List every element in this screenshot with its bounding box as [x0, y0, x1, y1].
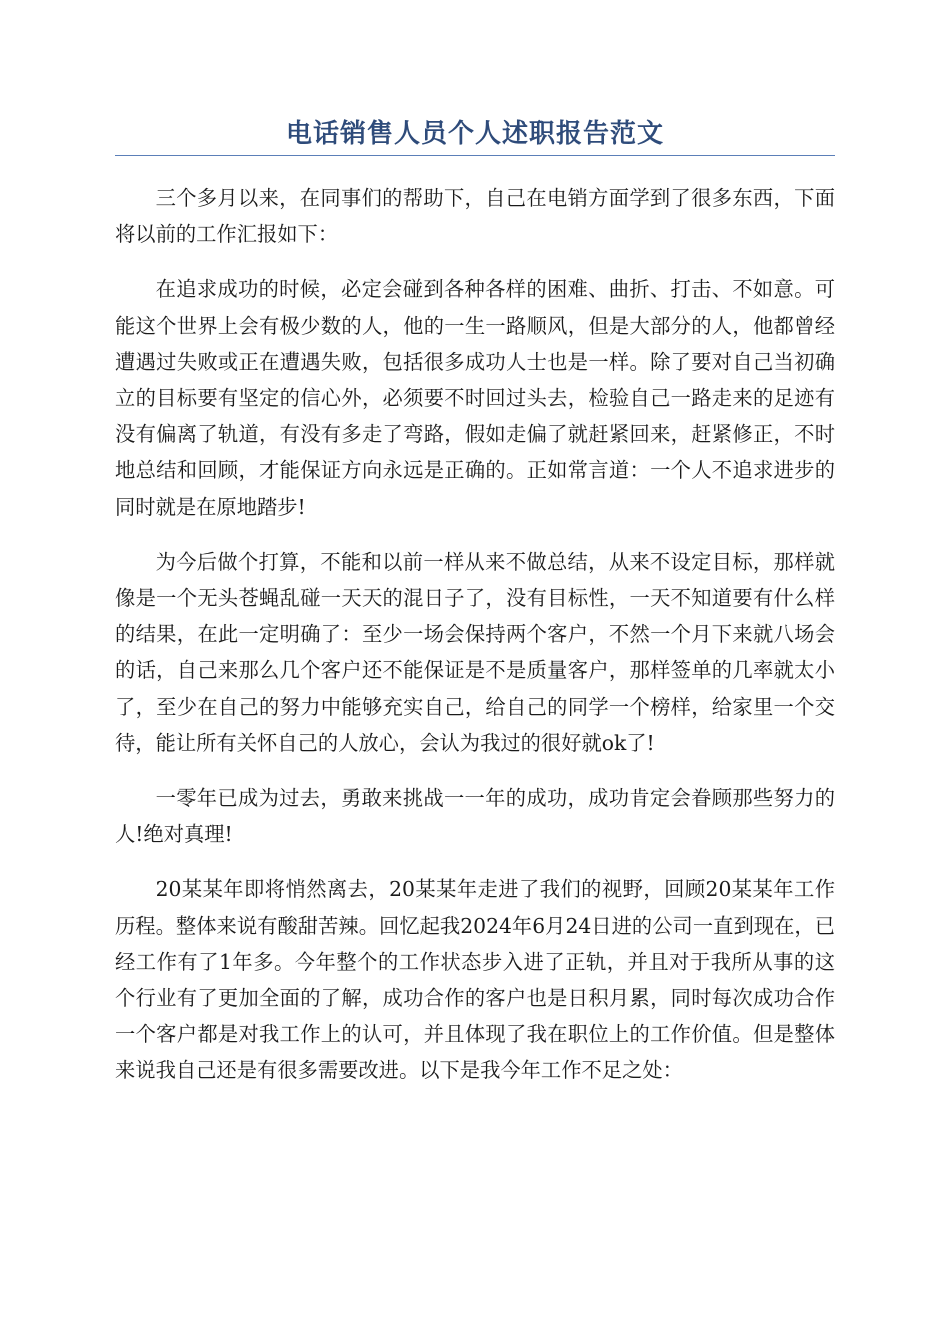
paragraph-3: 为今后做个打算，不能和以前一样从来不做总结，从来不设定目标，那样就像是一个无头苍蝇乱碰一天天的混日子了，没有目标性，一天不知道要有什么样的结果，在此一定明确了：至少一场会保持两个客户，不然一个月下来就八场会的话，自己来那么几个客户还不能保证是不是质量客户，那样签单的几率就太小了，至少在自己的努力中能够充实自己，给自己的同学一个榜样，给家里一个交待，能让所有关怀自己的人放心，会认为我过的很好就ok了!: [115, 549, 835, 755]
paragraph-1: 三个多月以来，在同事们的帮助下，自己在电销方面学到了很多东西，下面将以前的工作汇报如下：: [115, 186, 835, 247]
paragraph-5: 20某某年即将悄然离去，20某某年走进了我们的视野，回顾20某某年工作历程。整体来说有酸甜苦辣。回忆起我2024年6月24日进的公司一直到现在，已经工作有了1年多。今年整个的工作状态步入进了正轨，并且对于我所从事的这个行业有了更加全面的了解，成功合作的客户也是日积月累，同时每次成功合作一个客户都是对我工作上的认可，并且体现了我在职位上的工作价值。但是整体来说我自己还是有很多需要改进。以下是我今年工作不足之处：: [115, 877, 835, 1083]
document-title: 电话销售人员个人述职报告范文: [285, 119, 664, 149]
paragraph-2: 在追求成功的时候，必定会碰到各种各样的困难、曲折、打击、不如意。可能这个世界上会有极少数的人，他的一生一路顺风，但是大部分的人，他都曾经遭遇过失败或正在遭遇失败，包括很多成功人士也是一样。除了要对自己当初确立的目标要有坚定的信心外，必须要不时回过头去，检验自己一路走来的足迹有没有偏离了轨道，有没有多走了弯路，假如走偏了就赶紧回来，赶紧修正，不时地总结和回顾，才能保证方向永远是正确的。正如常言道：一个人不追求进步的同时就是在原地踏步!: [115, 277, 835, 519]
document-body: [115, 180, 835, 1089]
title-underline: [115, 155, 835, 156]
paragraph-4: 一零年已成为过去，勇敢来挑战一一年的成功，成功肯定会眷顾那些努力的人!绝对真理!: [115, 786, 835, 847]
document-page: [115, 0, 835, 1108]
